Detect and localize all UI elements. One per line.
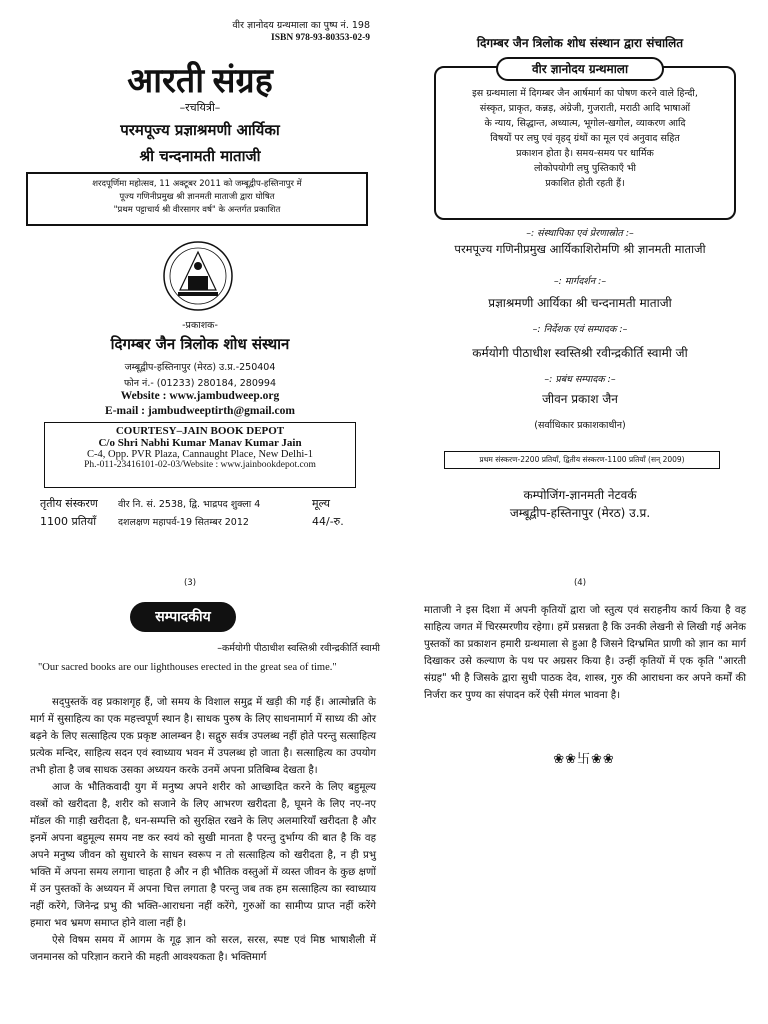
editorial-paragraph-3: ऐसे विषम समय में आगम के गूढ़ ज्ञान को सरल, सरस, स्पष्ट एवं मिष्ठ भाषाशैली में जनमानस को परिज्ञान कराने की महती आवश्यकता है। भक्तिमार्ग: [30, 935, 376, 963]
closing-paragraph: माताजी ने इस दिशा में अपनी कृतियों द्वारा जो स्तुत्य एवं सराहनीय कार्य किया है वह साहित्य जगत में चिरस्मरणीय रहेगा। हमें प्रसन्नता है कि उनकी लेखनी से लिखी गई अनेक पुस्तकों का प्रकाशन हमारी ग्रन्थमाला से हुआ है जिसने दिग्भ्रमित प्राणी को ज्ञान का मार्ग दिखाकर उसे कल्याण के पथ पर अग्रसर किया है। उन्हीं कृतियों में एक कृति "आरती संग्रह" भी है जिसके द्वारा सुधी पाठक देव, शास्त्र, गुरु की आराधना कर अपने कर्मों की निर्जरा कर पुण्य का संपादन करें ऐसी मंगल भावना है।: [424, 605, 746, 701]
series-box: [434, 66, 736, 220]
editorial-paragraph-1: सद्पुस्तकें वह प्रकाशगृह हैं, जो समय के विशाल समुद्र में खड़ी की गई हैं। आत्मोन्नति के मार्ग में सुसाहित्य का एक महत्त्वपूर्ण स्थान है। साधक पुरुष के लिए साधनामार्ग में साध्य की ओर बढ़ने के लिए सत्साहित्य एक प्रकृष्ट आलम्बन है। सद्गुरु सर्वत्र उपलब्ध नहीं होते परन्तु सत्साहित्य प्रत्येक मन्दिर, साहित्य सदन एवं स्वाध्याय भवन में उपलब्ध हो जाता है। सत्साहित्य का उपयोग तभी होता है जब साधक उसका अध्ययन करके उनमें अपना प्रतिबिम्ब देखता है।: [30, 697, 376, 776]
institute-emblem: [160, 238, 236, 314]
courtesy-line-4: Ph.-011-23416101-02-03/Website : www.jainbookdepot.com: [84, 460, 316, 470]
publisher-label: -प्रकाशक-: [182, 320, 218, 331]
series-line: वीर ज्ञानोदय ग्रन्थमाला का पुष्प नं. 198: [232, 20, 370, 31]
copies: 1100 प्रतियाँ: [40, 515, 97, 528]
editorial-body: [30, 694, 376, 966]
courtesy-line-3: C-4, Opp. PVR Plaza, Cannaught Place, New Delhi-1: [86, 449, 313, 460]
edition: तृतीय संस्करण: [40, 497, 98, 510]
author-line-1: परमपूज्य प्रज्ञाश्रमणी आर्यिका: [120, 121, 280, 139]
series-box-line-4: विषयों पर लघु एवं वृहद् ग्रंथों का मूल एवं अनुवाद सहित: [490, 133, 680, 144]
edition-date: वीर नि. सं. 2538, द्वि. भाद्रपद शुक्ला 4: [118, 499, 261, 510]
author-line-2: श्री चन्दनामती माताजी: [139, 147, 261, 165]
editor-name: कर्मयोगी पीठाधीश स्वस्तिश्री रवीन्द्रकीर्ति स्वामी जी: [472, 346, 688, 360]
courtesy-box: [44, 422, 356, 488]
composing-line-1: कम्पोजिंग-ज्ञानमती नेटवर्क: [523, 488, 637, 502]
institute-header: दिगम्बर जैन त्रिलोक शोध संस्थान द्वारा संचालित: [476, 36, 684, 50]
book-title: आरती संग्रह: [127, 63, 273, 100]
editorial-byline: –कर्मयोगी पीठाधीश स्वस्तिश्री रवीन्द्रकीर्ति स्वामी: [217, 643, 380, 654]
series-badge: वीर ज्ञानोदय ग्रन्थमाला: [496, 57, 664, 81]
publisher-email: E-mail : jambudweeptirth@gmail.com: [105, 405, 295, 417]
editorial-paragraph-2: आज के भौतिकवादी युग में मनुष्य अपने शरीर को आच्छादित करने के लिए बहुमूल्य वस्त्रों को खरीदता है, शरीर को सजाने के लिए आभरण खरीदता है, घूमने के लिए नए-नए मॉडल की गाड़ी खरीदता है, धन-सम्पत्ति को सुरक्षित रखने के लिए अलमारियाँ खरीदता है और इनमें अपना बहुमूल्य समय नष्ट कर स्वयं को सुखी मानता है परन्तु दुर्भाग्य की बात है कि वह अपने मनुष्य जीवन को सुधारने के साधन स्वरूप न तो सत्साहित्य को खरीदता है, न ही प्रभु भक्ति में अपना समय लगाना चाहता है और न ही भौतिक वस्तुओं में व्यस्त जीवन के कुछ क्षणों में उन पुस्तकों के अध्ययन में अपना चित्त लगाता है परन्तु जब तक हम सत्साहित्य का स्वाध्याय नहीं करेंगे, जिनेन्द्र प्रभु की भक्ति-आराधना नहीं करेंगे, गुरुओं का सामीप्य प्राप्त नहीं करेंगे हमारा भव भ्रमण समाप्त होने वाला नहीं है।: [30, 782, 376, 929]
editor-label: –: निर्देशक एवं सम्पादक :–: [532, 324, 628, 335]
price-label: मूल्य: [312, 497, 330, 510]
page-number-4: (4): [573, 578, 587, 588]
series-box-line-5: प्रकाशन होता है। समय-समय पर धार्मिक: [516, 148, 654, 159]
founder-name: परमपूज्य गणिनीप्रमुख आर्यिकाशिरोमणि श्री ज्ञानमती माताजी: [454, 242, 706, 256]
courtesy-line-1: COURTESY–JAIN BOOK DEPOT: [115, 425, 285, 437]
price: 44/-रु.: [312, 515, 344, 528]
series-box-line-2: संस्कृत, प्राकृत, कन्नड़, अंग्रेजी, गुजराती, मराठी आदि भाषाओं: [479, 103, 691, 114]
proclamation-line-1: शरदपूर्णिमा महोत्सव, 11 अक्टूबर 2011 को जम्बूद्वीप-हस्तिनापुर में: [92, 179, 302, 189]
guide-label: –: मार्गदर्शन :–: [553, 276, 607, 287]
publisher-name: दिगम्बर जैन त्रिलोक शोध संस्थान: [110, 335, 290, 353]
page-number-3: (3): [183, 578, 197, 588]
ornament-divider: ❀❀卐❀❀: [553, 752, 615, 767]
series-box-line-1: इस ग्रन्थमाला में दिगम्बर जैन आर्षमार्ग का पोषण करने वाले हिन्दी,: [472, 88, 698, 99]
guide-name: प्रज्ञाश्रमणी आर्यिका श्री चन्दनामती माताजी: [488, 296, 672, 310]
publisher-phone: फोन नं.- (01233) 280184, 280994: [123, 378, 277, 389]
series-box-line-7: प्रकाशित होती रहती हैं।: [545, 178, 625, 189]
rights-note: (सर्वाधिकार प्रकाशकाधीन): [534, 420, 626, 431]
editorial-heading: सम्पादकीय: [130, 602, 236, 632]
proclamation-box: [26, 172, 368, 226]
manager-label: –: प्रबंध सम्पादक :–: [544, 374, 616, 385]
founder-label: –: संस्थापिका एवं प्रेरणास्रोत :–: [526, 228, 634, 239]
series-box-line-3: के न्याय, सिद्धान्त, अध्यात्म, भूगोल-खगोल, व्याकरण आदि: [484, 118, 686, 129]
courtesy-line-2: C/o Shri Nabhi Kumar Manav Kumar Jain: [98, 437, 302, 449]
composing-line-2: जम्बूद्वीप-हस्तिनापुर (मेरठ) उ.प्र.: [509, 506, 651, 520]
isbn: ISBN 978-93-80353-02-9: [271, 33, 370, 43]
editorial-quote: "Our sacred books are our lighthouses erected in the great sea of time.": [38, 662, 337, 673]
proclamation-line-2: पूज्य गणिनीप्रमुख श्री ज्ञानमती माताजी द्वारा घोषित: [119, 192, 275, 202]
publisher-address: जम्बूद्वीप-हस्तिनापुर (मेरठ) उ.प्र.-250404: [124, 362, 276, 373]
series-box-line-6: लोकोपयोगी लघु पुस्तिकाएँ भी: [533, 163, 637, 174]
proclamation-line-3: "प्रथम पट्टाचार्य श्री वीरसागर वर्ष" के अन्तर्गत प्रकाशित: [113, 205, 281, 215]
publisher-website: Website : www.jambudweep.org: [120, 390, 280, 402]
edition-note: प्रथम संस्करण-2200 प्रतियाँ, द्वितीय संस्करण-1100 प्रतियाँ (सन् 2009): [444, 451, 720, 469]
festival-date: दशलक्षण महापर्व-19 सितम्बर 2012: [118, 517, 249, 528]
manager-name: जीवन प्रकाश जैन: [542, 392, 618, 406]
author-label: –रचयित्री–: [179, 101, 221, 114]
